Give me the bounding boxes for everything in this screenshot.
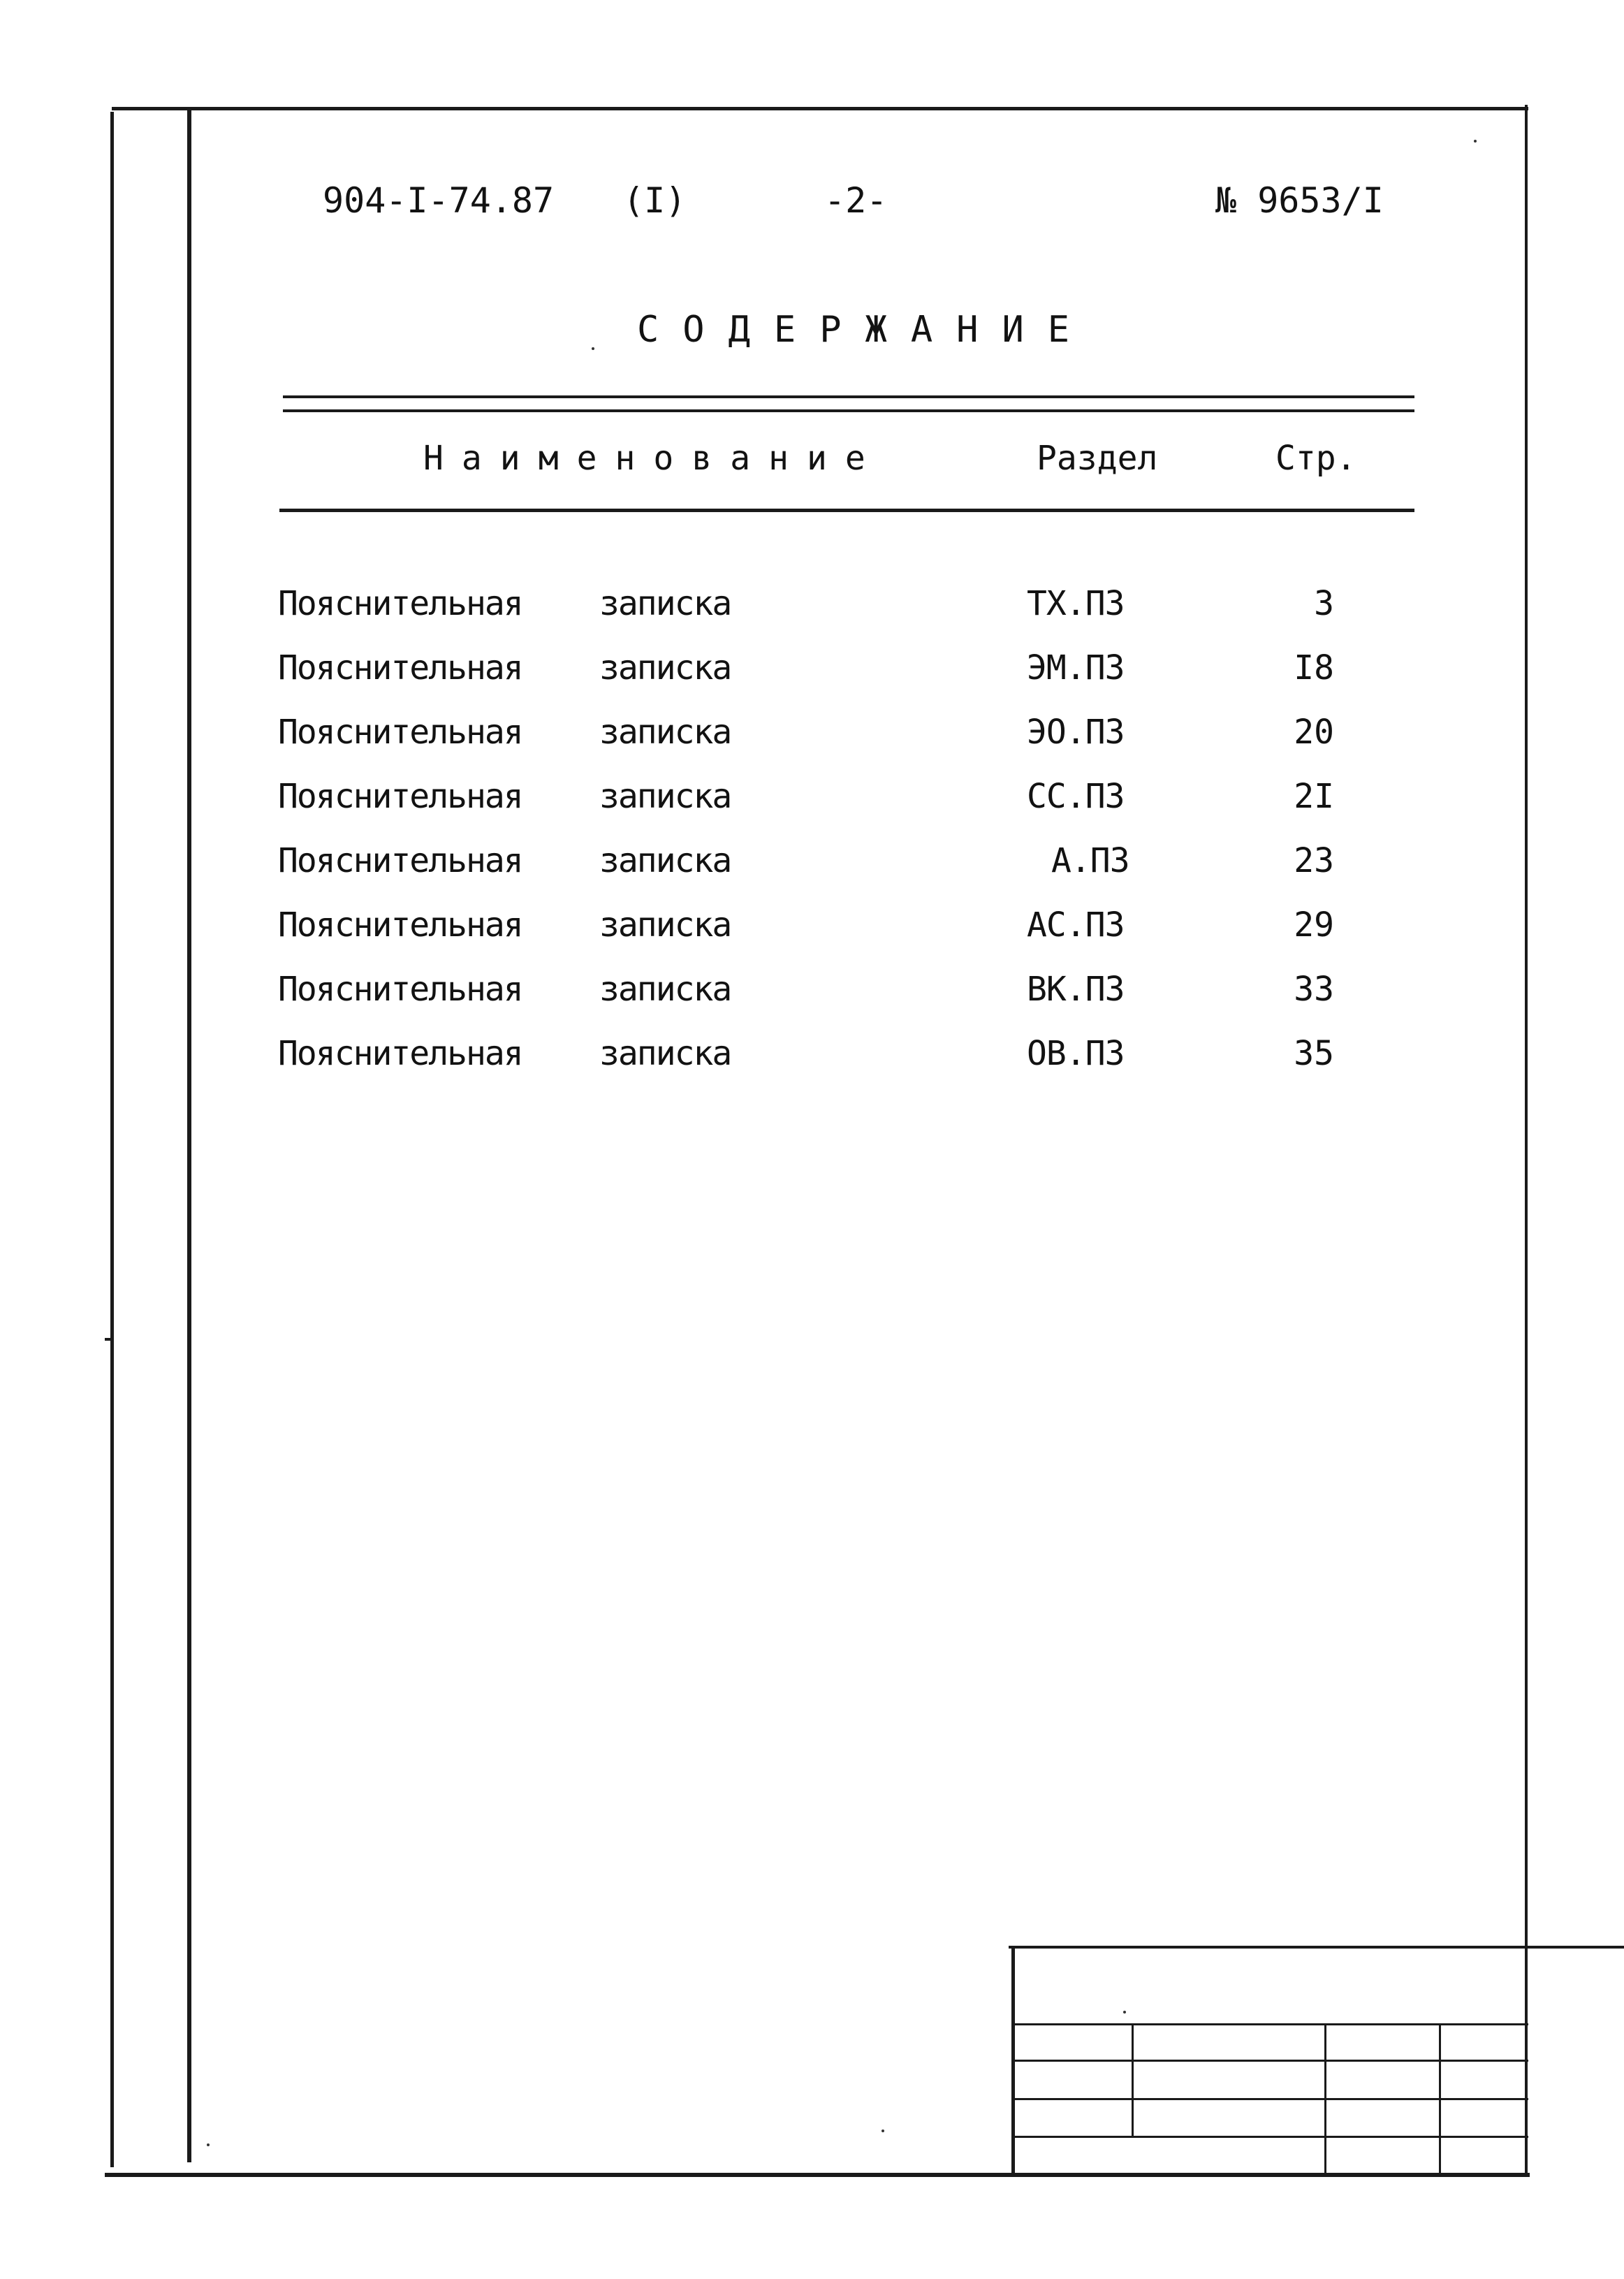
row-name: Пояснительная: [278, 584, 522, 623]
table-rule-top-2: [283, 409, 1414, 412]
row-word: записка: [599, 905, 731, 945]
doc-volume: (I): [623, 180, 687, 221]
title-block-vline-1: [1132, 2023, 1134, 2136]
title-block-hline-3: [1011, 2098, 1528, 2100]
column-header-name: Наименование: [423, 439, 884, 478]
row-page: 3: [1314, 584, 1334, 623]
frame-top: [112, 107, 1528, 110]
row-name: Пояснительная: [278, 713, 522, 752]
row-name: Пояснительная: [278, 841, 522, 880]
row-page: 20: [1294, 713, 1334, 752]
row-word: записка: [599, 777, 731, 816]
title-block-top: [1009, 1946, 1624, 1949]
row-section: А.ПЗ: [1051, 841, 1129, 880]
title-block-hline-4: [1011, 2136, 1528, 2138]
column-header-page: Стр.: [1275, 439, 1356, 478]
row-page: 23: [1294, 841, 1334, 880]
row-section: СС.ПЗ: [1027, 777, 1125, 816]
row-page: 2I: [1294, 777, 1334, 816]
row-section: ВК.ПЗ: [1027, 970, 1125, 1009]
row-section: ЭО.ПЗ: [1027, 713, 1125, 752]
frame-right: [1525, 105, 1528, 2176]
row-page: 35: [1294, 1034, 1334, 1073]
row-section: АС.ПЗ: [1027, 905, 1125, 945]
row-name: Пояснительная: [278, 905, 522, 945]
column-header-section: Раздел: [1037, 439, 1158, 478]
scan-speck: [1474, 140, 1477, 143]
row-name: Пояснительная: [278, 1034, 522, 1073]
row-page: 29: [1294, 905, 1334, 945]
row-name: Пояснительная: [278, 777, 522, 816]
scan-speck: [882, 2129, 884, 2132]
table-rule-header: [279, 509, 1414, 512]
row-name: Пояснительная: [278, 648, 522, 687]
row-section: ОВ.ПЗ: [1027, 1034, 1125, 1073]
title-block-hline-2: [1011, 2060, 1528, 2062]
row-word: записка: [599, 841, 731, 880]
doc-number: № 9653/I: [1215, 180, 1384, 221]
page-title: СОДЕРЖАНИЕ: [637, 309, 1094, 351]
row-word: записка: [599, 648, 731, 687]
frame-bottom: [105, 2173, 1530, 2177]
row-word: записка: [599, 713, 731, 752]
frame-left-inner: [187, 108, 191, 2162]
row-page: 33: [1294, 970, 1334, 1009]
row-word: записка: [599, 1034, 731, 1073]
row-name: Пояснительная: [278, 970, 522, 1009]
frame-left-outer: [110, 112, 114, 2167]
scan-speck: [207, 2143, 210, 2146]
frame-left-tick: [105, 1338, 112, 1341]
title-block-vline-2: [1324, 2023, 1326, 2174]
scan-speck: [1123, 2011, 1126, 2014]
row-word: записка: [599, 584, 731, 623]
title-dot: [592, 347, 594, 350]
title-block-vline-3: [1439, 2023, 1441, 2174]
row-section: ЭМ.ПЗ: [1027, 648, 1125, 687]
row-word: записка: [599, 970, 731, 1009]
doc-page-number: -2-: [824, 180, 888, 221]
doc-code: 904-I-74.87: [323, 180, 555, 221]
title-block-hline-1: [1011, 2023, 1528, 2025]
table-rule-top-1: [283, 395, 1414, 398]
row-section: ТХ.ПЗ: [1027, 584, 1125, 623]
row-page: I8: [1294, 648, 1334, 687]
